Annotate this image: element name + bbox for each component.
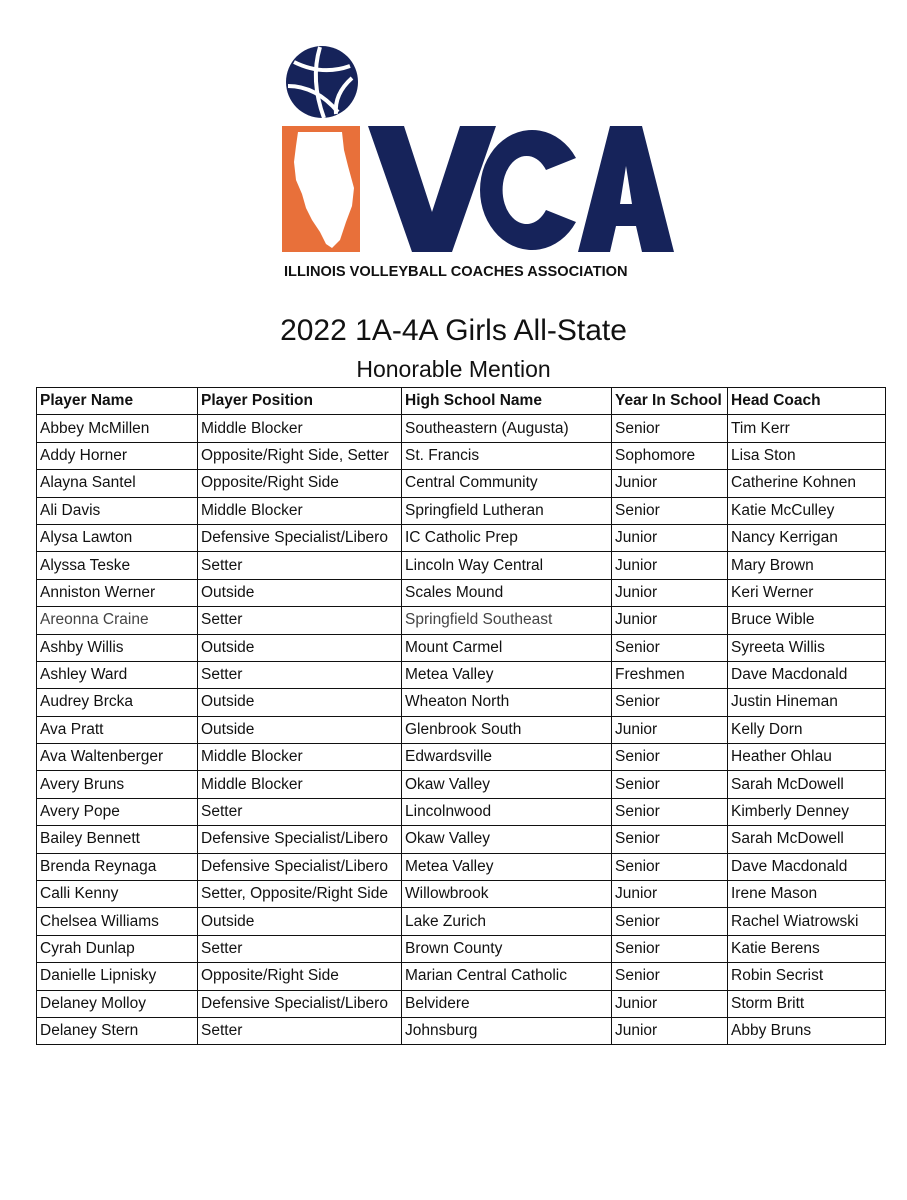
player-name: Cyrah Dunlap — [37, 935, 198, 962]
ivca-logo — [276, 40, 686, 285]
year-in-school: Junior — [612, 470, 728, 497]
player-name: Alysa Lawton — [37, 524, 198, 551]
high-school-name: Edwardsville — [402, 744, 612, 771]
header-head-coach: Head Coach — [728, 388, 886, 415]
player-position: Setter — [198, 935, 402, 962]
table-row — [37, 579, 886, 606]
high-school-name: Glenbrook South — [402, 716, 612, 743]
year-in-school: Junior — [612, 552, 728, 579]
high-school-name: Johnsburg — [402, 1017, 612, 1044]
table-row — [37, 744, 886, 771]
player-position: Outside — [198, 689, 402, 716]
table-row — [37, 963, 886, 990]
high-school-name: Marian Central Catholic — [402, 963, 612, 990]
player-position: Middle Blocker — [198, 497, 402, 524]
player-position: Defensive Specialist/Libero — [198, 853, 402, 880]
page-subtitle: Honorable Mention — [356, 356, 551, 382]
year-in-school: Senior — [612, 634, 728, 661]
head-coach: Tim Kerr — [728, 415, 886, 442]
player-name: Delaney Molloy — [37, 990, 198, 1017]
head-coach: Mary Brown — [728, 552, 886, 579]
head-coach: Nancy Kerrigan — [728, 524, 886, 551]
player-name: Addy Horner — [37, 442, 198, 469]
head-coach: Irene Mason — [728, 881, 886, 908]
year-in-school: Senior — [612, 963, 728, 990]
table-body — [37, 415, 886, 1045]
table-row — [37, 607, 886, 634]
table-row — [37, 826, 886, 853]
table-row — [37, 881, 886, 908]
year-in-school: Senior — [612, 689, 728, 716]
player-position: Setter, Opposite/Right Side — [198, 881, 402, 908]
high-school-name: Wheaton North — [402, 689, 612, 716]
player-name: Anniston Werner — [37, 579, 198, 606]
high-school-name: Metea Valley — [402, 853, 612, 880]
player-position: Setter — [198, 1017, 402, 1044]
player-position: Defensive Specialist/Libero — [198, 826, 402, 853]
header-player-position: Player Position — [198, 388, 402, 415]
volleyball-icon — [286, 46, 358, 118]
head-coach: Katie Berens — [728, 935, 886, 962]
table-row — [37, 634, 886, 661]
year-in-school: Senior — [612, 415, 728, 442]
player-name: Abbey McMillen — [37, 415, 198, 442]
high-school-name: Mount Carmel — [402, 634, 612, 661]
head-coach: Rachel Wiatrowski — [728, 908, 886, 935]
table-header-row — [37, 388, 886, 415]
year-in-school: Senior — [612, 771, 728, 798]
table-row — [37, 661, 886, 688]
table-row — [37, 552, 886, 579]
table-row — [37, 442, 886, 469]
player-position: Outside — [198, 716, 402, 743]
year-in-school: Junior — [612, 990, 728, 1017]
player-name: Ashby Willis — [37, 634, 198, 661]
head-coach: Storm Britt — [728, 990, 886, 1017]
high-school-name: Lake Zurich — [402, 908, 612, 935]
player-position: Outside — [198, 579, 402, 606]
player-name: Audrey Brcka — [37, 689, 198, 716]
table-row — [37, 853, 886, 880]
player-name: Ava Waltenberger — [37, 744, 198, 771]
high-school-name: Brown County — [402, 935, 612, 962]
high-school-name: Belvidere — [402, 990, 612, 1017]
player-name: Alyssa Teske — [37, 552, 198, 579]
player-position: Defensive Specialist/Libero — [198, 524, 402, 551]
high-school-name: St. Francis — [402, 442, 612, 469]
table-row — [37, 908, 886, 935]
player-position: Middle Blocker — [198, 744, 402, 771]
player-name: Ashley Ward — [37, 661, 198, 688]
head-coach: Keri Werner — [728, 579, 886, 606]
player-name: Avery Pope — [37, 798, 198, 825]
table-row — [37, 524, 886, 551]
player-position: Middle Blocker — [198, 771, 402, 798]
year-in-school: Senior — [612, 935, 728, 962]
player-name: Delaney Stern — [37, 1017, 198, 1044]
table-row — [37, 716, 886, 743]
year-in-school: Junior — [612, 881, 728, 908]
head-coach: Syreeta Willis — [728, 634, 886, 661]
high-school-name: Springfield Lutheran — [402, 497, 612, 524]
high-school-name: Okaw Valley — [402, 771, 612, 798]
page-title: 2022 1A-4A Girls All-State — [280, 314, 627, 347]
table-row — [37, 798, 886, 825]
player-name: Ali Davis — [37, 497, 198, 524]
head-coach: Kelly Dorn — [728, 716, 886, 743]
player-position: Defensive Specialist/Libero — [198, 990, 402, 1017]
year-in-school: Junior — [612, 716, 728, 743]
player-name: Alayna Santel — [37, 470, 198, 497]
table-row — [37, 497, 886, 524]
high-school-name: Willowbrook — [402, 881, 612, 908]
player-position: Setter — [198, 552, 402, 579]
head-coach: Robin Secrist — [728, 963, 886, 990]
year-in-school: Senior — [612, 826, 728, 853]
table-row — [37, 689, 886, 716]
head-coach: Bruce Wible — [728, 607, 886, 634]
year-in-school: Freshmen — [612, 661, 728, 688]
head-coach: Abby Bruns — [728, 1017, 886, 1044]
table-row — [37, 990, 886, 1017]
year-in-school: Senior — [612, 744, 728, 771]
table-row — [37, 470, 886, 497]
head-coach: Lisa Ston — [728, 442, 886, 469]
player-position: Setter — [198, 607, 402, 634]
year-in-school: Senior — [612, 853, 728, 880]
header-year-in-school: Year In School — [612, 388, 728, 415]
head-coach: Dave Macdonald — [728, 853, 886, 880]
player-name: Ava Pratt — [37, 716, 198, 743]
high-school-name: Scales Mound — [402, 579, 612, 606]
head-coach: Kimberly Denney — [728, 798, 886, 825]
head-coach: Sarah McDowell — [728, 771, 886, 798]
player-position: Setter — [198, 798, 402, 825]
high-school-name: Okaw Valley — [402, 826, 612, 853]
org-name: ILLINOIS VOLLEYBALL COACHES ASSOCIATION — [284, 264, 628, 280]
year-in-school: Junior — [612, 524, 728, 551]
player-name: Areonna Craine — [37, 607, 198, 634]
head-coach: Heather Ohlau — [728, 744, 886, 771]
year-in-school: Junior — [612, 1017, 728, 1044]
head-coach: Justin Hineman — [728, 689, 886, 716]
player-name: Bailey Bennett — [37, 826, 198, 853]
player-position: Opposite/Right Side — [198, 470, 402, 497]
player-position: Outside — [198, 634, 402, 661]
table-row — [37, 935, 886, 962]
header-player-name: Player Name — [37, 388, 198, 415]
year-in-school: Senior — [612, 798, 728, 825]
head-coach: Catherine Kohnen — [728, 470, 886, 497]
player-name: Danielle Lipnisky — [37, 963, 198, 990]
high-school-name: Central Community — [402, 470, 612, 497]
player-position: Setter — [198, 661, 402, 688]
header-high-school-name: High School Name — [402, 388, 612, 415]
year-in-school: Senior — [612, 497, 728, 524]
year-in-school: Junior — [612, 607, 728, 634]
year-in-school: Junior — [612, 579, 728, 606]
year-in-school: Senior — [612, 908, 728, 935]
player-name: Chelsea Williams — [37, 908, 198, 935]
high-school-name: Springfield Southeast — [402, 607, 612, 634]
player-position: Outside — [198, 908, 402, 935]
high-school-name: Southeastern (Augusta) — [402, 415, 612, 442]
player-name: Brenda Reynaga — [37, 853, 198, 880]
player-position: Opposite/Right Side — [198, 963, 402, 990]
head-coach: Katie McCulley — [728, 497, 886, 524]
high-school-name: Metea Valley — [402, 661, 612, 688]
player-position: Middle Blocker — [198, 415, 402, 442]
high-school-name: Lincoln Way Central — [402, 552, 612, 579]
player-name: Avery Bruns — [37, 771, 198, 798]
player-name: Calli Kenny — [37, 881, 198, 908]
head-coach: Dave Macdonald — [728, 661, 886, 688]
table-row — [37, 771, 886, 798]
honorable-mention-table — [36, 387, 886, 1045]
player-position: Opposite/Right Side, Setter — [198, 442, 402, 469]
head-coach: Sarah McDowell — [728, 826, 886, 853]
high-school-name: IC Catholic Prep — [402, 524, 612, 551]
table-row — [37, 415, 886, 442]
table-row — [37, 1017, 886, 1044]
year-in-school: Sophomore — [612, 442, 728, 469]
high-school-name: Lincolnwood — [402, 798, 612, 825]
